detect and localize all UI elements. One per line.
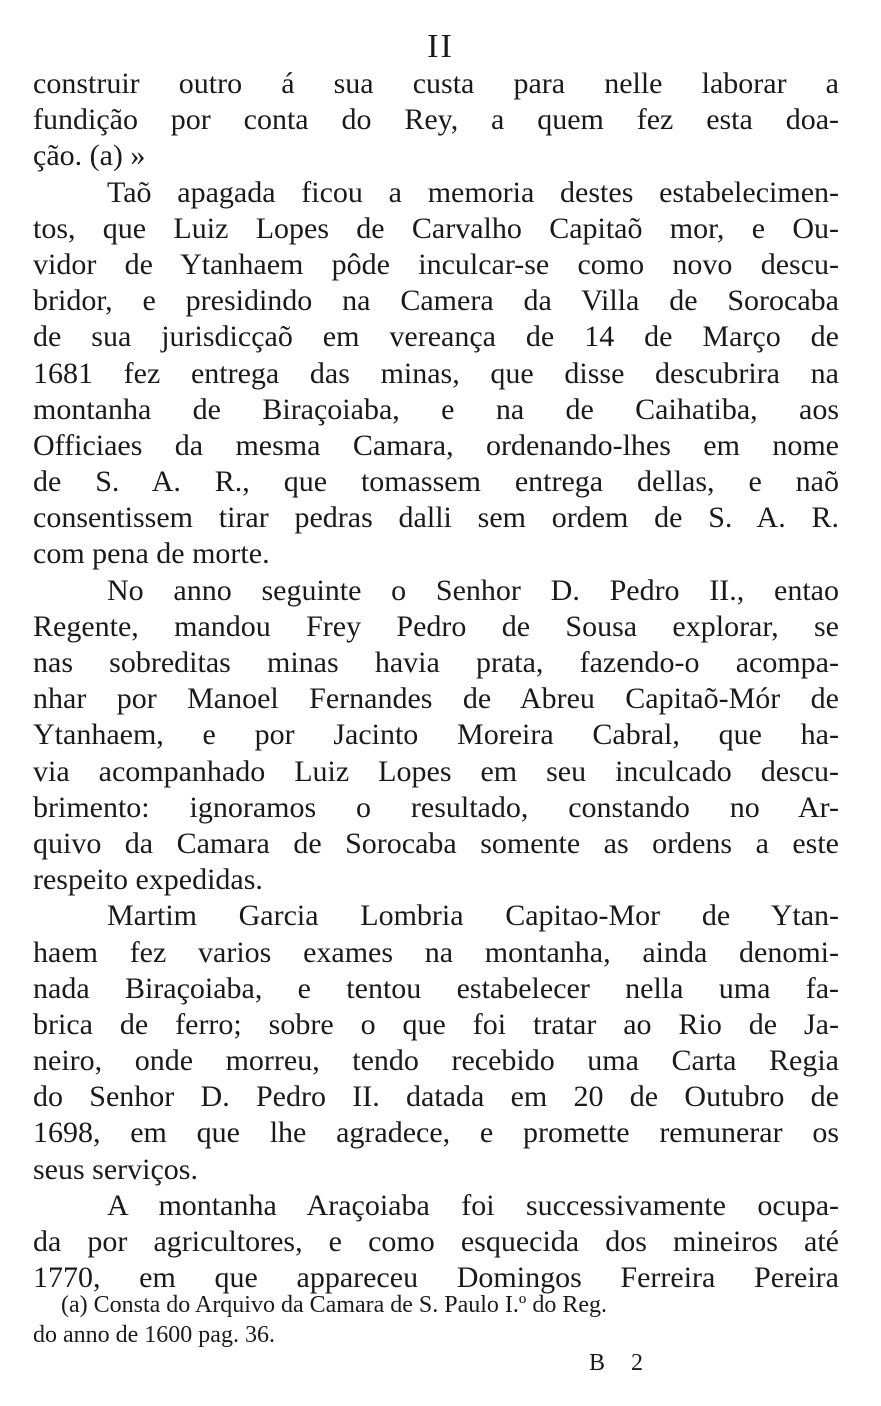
text-line: brica de ferro; sobre o que foi tratar ao Rio de Ja- [33,1007,839,1041]
page-number: II [427,28,454,65]
text-line: via acompanhado Luiz Lopes em seu inculcado descu- [33,754,839,788]
text-line: A montanha Araçoiaba foi successivamente ocupa- [107,1188,839,1222]
text-line: tos, que Luiz Lopes de Carvalho Capitaõ mor, e Ou- [33,211,839,245]
signature-mark: B 2 [589,1350,654,1376]
text-line: neiro, onde morreu, tendo recebido uma Carta Regia [33,1044,839,1078]
text-line: de S. A. R., que tomassem entrega dellas, e naõ [33,465,839,499]
text-line: consentissem tirar pedras dalli sem ordem de S. A. R. [33,501,839,535]
text-line: Taõ apagada ficou a memoria destes estabelecimen- [107,175,839,209]
text-line: bridor, e presidindo na Camera da Villa de Sorocaba [33,284,839,318]
text-line: seus serviços. [33,1152,198,1186]
footnote-line: (a) Consta do Arquivo da Camara de S. Paulo I.º do Reg. [61,1292,608,1318]
footnote-line: do anno de 1600 pag. 36. [33,1322,275,1348]
text-line: 1698, em que lhe agradece, e promette remunerar os [33,1116,839,1150]
text-line: com pena de morte. [33,537,270,571]
text-line: No anno seguinte o Senhor D. Pedro II., entao [107,573,839,607]
text-line: haem fez varios exames na montanha, ainda denomi- [33,935,839,969]
text-line: do Senhor D. Pedro II. datada em 20 de Outubro de [33,1080,839,1114]
text-line: Martim Garcia Lombria Capitao-Mor de Ytan- [107,899,839,933]
text-line: nada Biraçoiaba, e tentou estabelecer nella uma fa- [33,971,839,1005]
text-line: 1681 fez entrega das minas, que disse descubrira na [33,356,839,390]
body-text [33,66,839,1296]
text-line: Officiaes da mesma Camara, ordenando-lhes em nome [33,428,839,462]
text-line: construir outro á sua custa para nelle laborar a [33,67,839,100]
text-line: montanha de Biraçoiaba, e na de Caihatiba, aos [33,392,839,426]
text-line: de sua jurisdicçaõ em vereança de 14 de Março de [33,320,839,354]
text-line: brimento: ignoramos o resultado, constando no Ar- [33,790,839,824]
text-line: quivo da Camara de Sorocaba somente as ordens a este [33,826,839,860]
text-line: 1770, em que appareceu Domingos Ferreira Pereira [33,1261,839,1295]
text-line: respeito expedidas. [33,863,263,897]
text-line: fundição por conta do Rey, a quem fez esta doa- [33,103,839,137]
text-line: Ytanhaem, e por Jacinto Moreira Cabral, que ha- [33,718,839,752]
text-line: vidor de Ytanhaem pôde inculcar-se como novo descu- [33,247,839,281]
text-line: da por agricultores, e como esquecida dos mineiros até [33,1225,839,1258]
text-line: Regente, mandou Frey Pedro de Sousa explorar, se [33,609,839,643]
footnote [33,1290,839,1350]
text-line: ção. (a) » [33,139,146,173]
text-line: nas sobreditas minas havia prata, fazendo-o acompa- [33,646,839,679]
text-line: nhar por Manoel Fernandes de Abreu Capitaõ-Mór de [33,682,839,716]
